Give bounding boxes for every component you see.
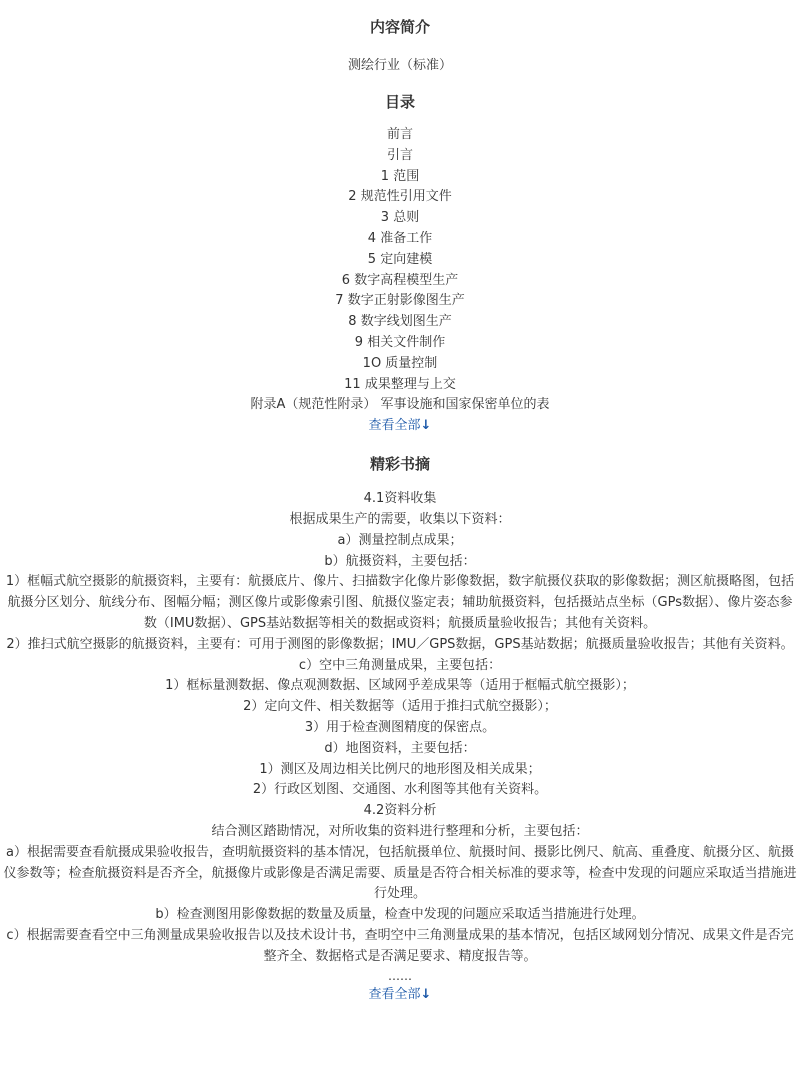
toc-view-all-label: 查看全部 [368,418,421,434]
excerpt-line: b）航摄资料，主要包括： [324,553,476,569]
excerpt-line: a）根据需要查看航摄成果验收报告，查明航摄资料的基本情况，包括航摄单位、航摄时间、摄影比例尺、航高、重叠度、航摄分区、航摄仪参数等；检查航摄资料是否齐全，航摄像片或影像是否满足需要、质量是否符合相关标准的要求等，检查中发现的问题应采取适当措施进行处理。 [3,844,797,902]
toc-item-preface: 前言 [386,127,413,142]
excerpt-body [0,489,800,985]
excerpt-line: b）检查测图用影像数据的数量及质量，检查中发现的问题应采取适当措施进行处理。 [155,907,645,923]
toc-item-dem-production: 6 数字高程模型生产 [341,272,459,288]
excerpt-line: 1）框幅式航空摄影的航摄资料，主要有：航摄底片、像片、扫描数字化像片影像数据，数字航摄仪获取的影像数据；测区航摄略图，包括航摄分区划分、航线分布、图幅分幅；测区像片或影像索引图、航摄仪鉴定表；辅助航摄资料，包括摄站点坐标（GPs数据）、像片姿态参数（IMU数据）、GPS基站数据等相关的数据或资料；航摄质量验收报告；其他有关资料。 [5,574,795,631]
excerpt-line: c）根据需要查看空中三角测量成果验收报告以及技术设计书，查明空中三角测量成果的基本情况，包括区域网划分情况、成果文件是否完整齐全、数据格式是否满足要求、精度报告等。 [6,927,794,964]
excerpt-view-all-link[interactable] [0,985,800,1005]
arrow-down-icon: ↓ [420,987,432,1003]
excerpt-line: d）地图资料，主要包括： [324,740,476,756]
excerpt-line: 2）推扫式航空摄影的航摄资料，主要有：可用于测图的影像数据；IMU／GPS数据，GPS基站数据；航摄质量验收报告；其他有关资料。 [6,636,794,652]
toc-item-introduction: 引言 [386,147,413,163]
excerpt-line: 1）测区及周边相关比例尺的地形图及相关成果； [259,761,541,777]
toc-heading: 目录 [384,93,415,111]
toc-item-orientation-modeling: 5 定向建模 [367,251,433,267]
toc-item-related-documents: 9 相关文件制作 [354,334,446,350]
toc-item-results-submission: 11 成果整理与上交 [344,376,456,392]
excerpt-line: 4.1资料收集 [363,491,437,507]
excerpt-line: 结合测区踏勘情况，对所收集的资料进行整理和分析，主要包括： [211,823,589,839]
toc-item-quality-control: 1O 质量控制 [362,355,438,371]
toc-item-general-rules: 3 总则 [380,210,420,226]
toc-item-scope: 1 范围 [380,168,420,184]
excerpt-line: 2）行政区划图、交通图、水利图等其他有关资料。 [252,782,548,798]
excerpt-view-all-label: 查看全部 [368,987,421,1003]
toc-item-dlg-production: 8 数字线划图生产 [348,314,452,330]
toc-item-dom-production: 7 数字正射影像图生产 [335,293,465,309]
excerpt-line: 1）框标量测数据、像点观测数据、区域网乎差成果等（适用于框幅式航空摄影）； [165,678,635,694]
excerpt-line: 4.2资料分析 [363,803,437,819]
intro-text: 测绘行业（标准） [347,58,452,73]
excerpt-ellipsis: …… [388,969,412,984]
excerpt-heading: 精彩书摘 [369,455,430,474]
toc-item-appendix-a: 附录A（规范性附录） 军事设施和国家保密单位的表 [250,397,550,413]
excerpt-line: c）空中三角测量成果，主要包括： [298,657,502,673]
toc-item-normative-references: 2 规范性引用文件 [348,189,452,205]
intro-heading: 内容简介 [369,18,430,36]
excerpt-line: a）测量控制点成果； [337,532,463,548]
excerpt-line: 2）定向文件、相关数据等（适用于推扫式航空摄影）； [243,699,557,715]
excerpt-line: 3）用于检查测图精度的保密点。 [304,719,496,735]
toc-item-preparation: 4 准备工作 [367,230,433,246]
toc-list [0,125,800,416]
arrow-down-icon: ↓ [420,418,432,434]
excerpt-line: 根据成果生产的需要，收集以下资料： [289,511,511,527]
toc-view-all-link[interactable] [0,416,800,436]
